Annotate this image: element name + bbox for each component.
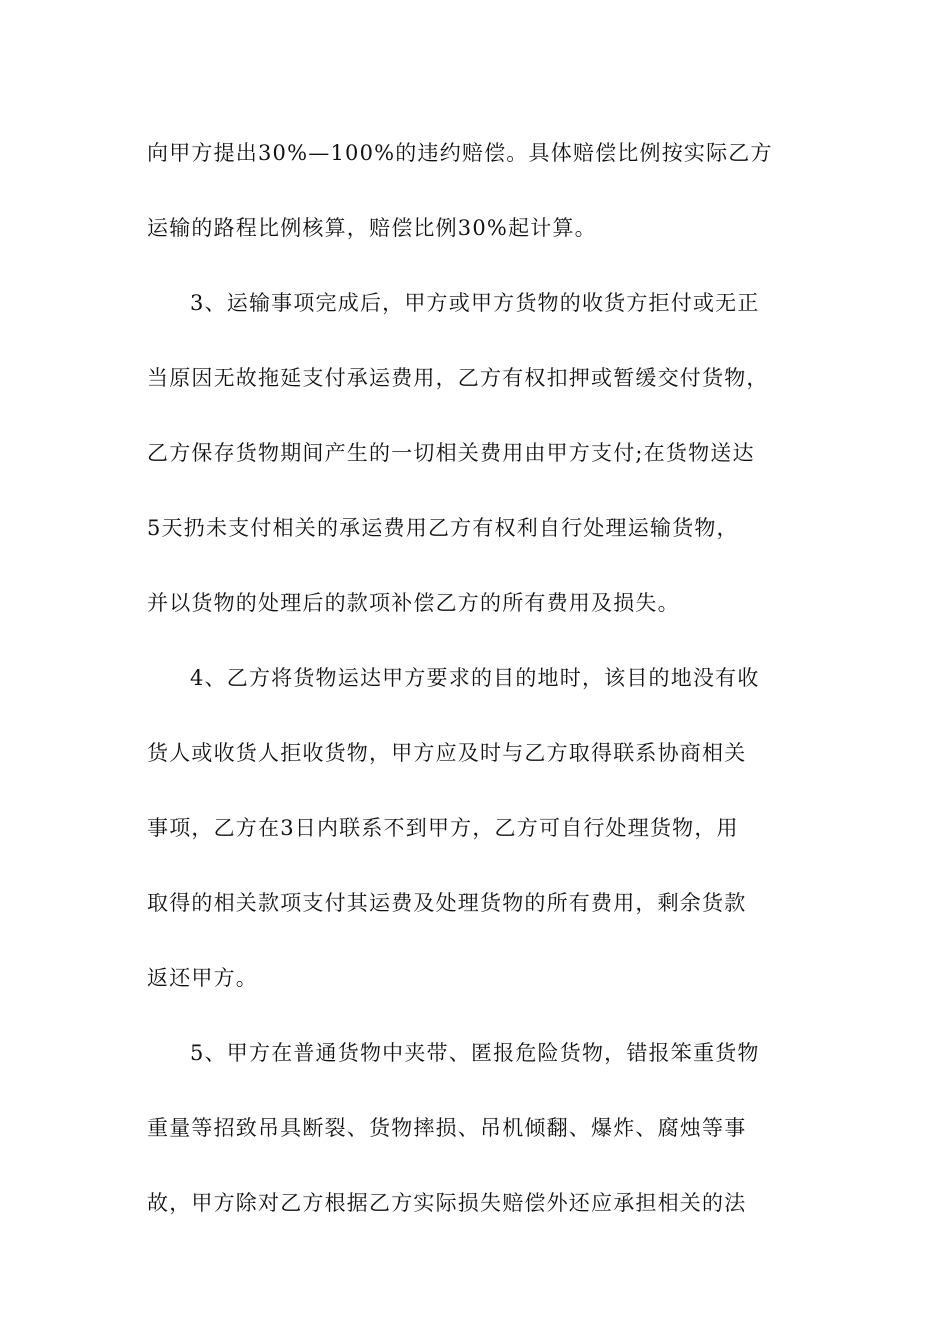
text-line-4: 当原因无故拖延支付承运费用，乙方有权扣押或暂缓交付货物，: [147, 366, 769, 390]
text-line-9: 货人或收货人拒收货物，甲方应及时与乙方取得联系协商相关: [147, 741, 747, 765]
text-line-15: 故，甲方除对乙方根据乙方实际损失赔偿外还应承担相关的法: [147, 1191, 747, 1215]
text-line-6: 5天扔未支付相关的承运费用乙方有权利自行处理运输货物，: [147, 516, 739, 540]
clause-3-start: 3、运输事项完成后，甲方或甲方货物的收货方拒付或无正: [190, 291, 760, 315]
text-line-5: 乙方保存货物期间产生的一切相关费用由甲方支付;在货物送达: [147, 441, 755, 465]
text-line-7: 并以货物的处理后的款项补偿乙方的所有费用及损失。: [147, 591, 680, 615]
text-line-10: 事项，乙方在3日内联系不到甲方，乙方可自行处理货物，用: [147, 816, 739, 840]
text-line-11: 取得的相关款项支付其运费及处理货物的所有费用，剩余货款: [147, 891, 747, 915]
text-line-14: 重量等招致吊具断裂、货物摔损、吊机倾翻、爆炸、腐烛等事: [147, 1116, 747, 1140]
text-line-2: 运输的路程比例核算，赔偿比例30%起计算。: [147, 216, 597, 240]
clause-4-start: 4、乙方将货物运达甲方要求的目的地时，该目的地没有收: [190, 666, 760, 690]
text-line-12: 返还甲方。: [147, 966, 258, 990]
clause-5-start: 5、甲方在普通货物中夹带、匿报危险货物，错报笨重货物: [190, 1041, 760, 1065]
text-line-1: 向甲方提出30%—100%的违约赔偿。具体赔偿比例按实际乙方: [147, 141, 773, 165]
